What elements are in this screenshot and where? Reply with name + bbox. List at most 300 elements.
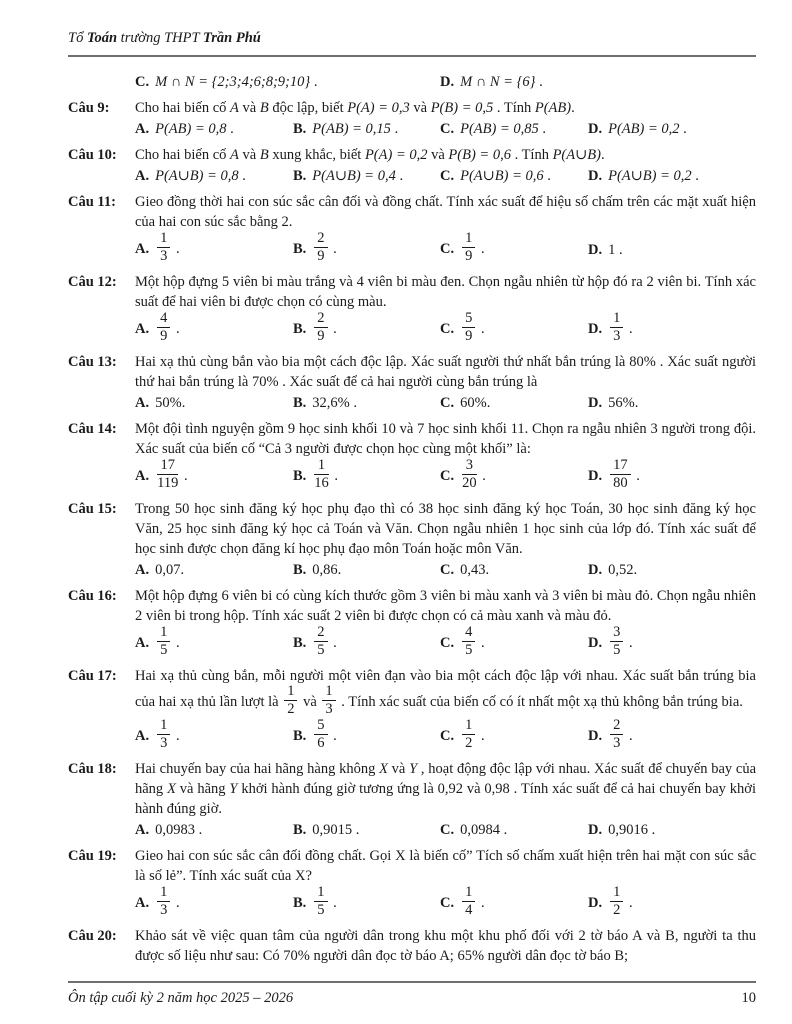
option: [135, 166, 293, 186]
fraction: $\frac{1}{2}$: [460, 718, 477, 751]
option-value: [155, 395, 185, 411]
text-run: X: [379, 761, 388, 777]
page-header: [68, 28, 756, 48]
option: [293, 310, 440, 346]
text-run: .: [330, 467, 339, 484]
text-run: M ∩ N = {2;3;4;6;8;9;10}: [155, 74, 311, 90]
option-value: [460, 457, 486, 491]
option: [135, 393, 293, 413]
text-run: Gieo hai con súc sắc cân đối đồng chất. Gọi X là biến cố” Tích số chấm xuất hiện trên hai mặt con súc sắc là số lẻ”. Tính xác suất của X?: [135, 848, 756, 884]
option: [293, 393, 440, 413]
option: [440, 717, 588, 753]
text-run: Khảo sát về việc quan tâm của người dân trong khu một khu phố đối với 2 tờ báo A và B, người ta thu được số liệu như sau: Có 70% người dân đọc tờ báo A; 65% người dân đọc tờ báo B;: [135, 928, 756, 964]
page-number: 10: [741, 990, 756, 1006]
answer-options: [135, 624, 756, 660]
option-label: C.: [440, 240, 455, 257]
text-run: 1 .: [608, 241, 623, 258]
option-value: [608, 884, 633, 918]
text-run: .: [625, 894, 633, 911]
option-label: B.: [293, 727, 307, 744]
text-run: 0,86.: [312, 562, 342, 578]
text-run: Y: [409, 761, 418, 777]
question-stem: [135, 926, 756, 966]
option: [440, 624, 588, 660]
answer-options: [135, 119, 756, 139]
option: [135, 72, 440, 92]
option: [293, 820, 440, 840]
text-run: và: [299, 693, 321, 710]
option-value: [155, 822, 202, 838]
question: [68, 759, 756, 841]
option-value: [312, 230, 337, 264]
option-label: A.: [135, 121, 150, 137]
text-run: Y: [229, 781, 238, 797]
text-run: X: [167, 781, 176, 797]
option-value: [608, 562, 637, 578]
text-run: xung khắc, biết: [268, 147, 365, 163]
text-run: Hai xạ thủ cùng bắn, mỗi người một viên đạn vào bia một cách độc lập với nhau. Xác suất bắn trúng bia của hai xạ thủ lần lượt là: [135, 668, 756, 710]
option: [440, 119, 588, 139]
question-stem: [135, 499, 756, 559]
option-label: A.: [135, 168, 150, 184]
text-run: Hai chuyến bay của hai hãng hàng không: [135, 761, 380, 777]
answer-options: [135, 166, 756, 186]
text-run: P(AB) = 0,8: [155, 121, 227, 137]
text-run: .: [329, 240, 337, 257]
text-run: B: [259, 147, 269, 163]
text-run: 0,0983 .: [155, 822, 203, 838]
question-number: Câu 15:: [68, 501, 117, 517]
fraction: $\frac{1}{3}$: [608, 311, 625, 344]
text-run: độc lập, biết: [268, 100, 348, 116]
option: [440, 72, 756, 92]
text-run: P(A) = 0,3: [347, 100, 410, 116]
question-stem: [135, 586, 756, 626]
text-run: .: [477, 727, 485, 744]
text-run: . Tính: [510, 147, 553, 163]
text-run: .: [543, 168, 551, 184]
fraction: $\frac{1}{3}$: [320, 684, 337, 717]
question-number: Câu 12:: [68, 274, 117, 290]
option: [440, 166, 588, 186]
text-run: Một hộp đựng 6 viên bi có cùng kích thước gồm 3 viên bi màu xanh và 3 viên bi màu đỏ. Chọn ngẫu nhiên 2 viên bi trong hộp. Tính xác suất 2 viên bi được chọn có cả màu xanh và màu đỏ.: [135, 588, 756, 624]
option-value: [312, 624, 337, 658]
option: [293, 624, 440, 660]
text-run: .: [477, 240, 485, 257]
option-value: [155, 74, 317, 90]
option: [588, 310, 756, 346]
answer-options: [135, 820, 756, 840]
option-value: [155, 562, 184, 578]
text-run: , hoạt động độc lập với nhau. Xác suất để chuyến bay của hãng: [135, 761, 757, 797]
text-run: P(AB): [534, 100, 572, 116]
option-value: [312, 562, 341, 578]
fraction: $\frac{1}{5}$: [155, 625, 172, 658]
question: [68, 419, 756, 494]
text-run: 0,52.: [608, 562, 638, 578]
option-value: [608, 624, 633, 658]
fraction: $\frac{1}{2}$: [608, 885, 625, 918]
answer-options: [135, 393, 756, 413]
option-label: D.: [588, 241, 603, 258]
option-label: A.: [135, 467, 150, 484]
option-label: C.: [440, 634, 455, 651]
option-value: [608, 717, 633, 751]
option-label: D.: [588, 562, 603, 578]
question-stem: [135, 352, 756, 392]
option: [440, 820, 588, 840]
option-label: B.: [293, 121, 307, 137]
option-value: [460, 310, 485, 344]
text-run: .: [691, 168, 699, 184]
option: [293, 119, 440, 139]
option: [135, 560, 293, 580]
option: [293, 717, 440, 753]
option-value: [155, 457, 188, 491]
text-run: trường THPT: [117, 30, 203, 46]
question-number: Câu 20:: [68, 928, 117, 944]
option-label: A.: [135, 240, 150, 257]
option-label: B.: [293, 395, 307, 411]
text-run: .: [538, 121, 546, 137]
fraction: $\frac{1}{16}$: [314, 457, 329, 491]
fraction: $\frac{3}{5}$: [608, 625, 625, 658]
answer-options: [135, 230, 756, 266]
option-value: [312, 310, 337, 344]
text-run: .: [172, 240, 180, 257]
text-run: B: [259, 100, 269, 116]
option-label: C.: [440, 467, 455, 484]
text-run: .: [172, 320, 180, 337]
fraction: $\frac{17}{119}$: [157, 457, 179, 491]
text-run: .: [535, 74, 543, 90]
option: [293, 166, 440, 186]
fraction: $\frac{2}{3}$: [608, 718, 625, 751]
option-value: [312, 457, 339, 491]
fraction: $\frac{1}{4}$: [460, 885, 477, 918]
answer-options: [135, 457, 756, 493]
text-run: .: [632, 467, 640, 484]
fraction: $\frac{2}{5}$: [312, 625, 329, 658]
question-number: Câu 14:: [68, 421, 117, 437]
question: [68, 272, 756, 347]
text-run: A: [230, 100, 239, 116]
question-number: Câu 11:: [68, 194, 116, 210]
page-footer: [68, 981, 756, 1008]
question: [68, 192, 756, 267]
text-run: Trần Phú: [202, 30, 261, 46]
option-label: C.: [440, 822, 455, 838]
answer-options: [135, 560, 756, 580]
option-label: A.: [135, 562, 150, 578]
option: [135, 717, 293, 753]
option-label: D.: [588, 467, 603, 484]
text-run: P(AB) = 0,15: [312, 121, 391, 137]
fraction: $\frac{4}{9}$: [155, 311, 172, 344]
text-run: A: [230, 147, 239, 163]
option-value: [608, 822, 655, 838]
question-stem: [135, 759, 756, 819]
question-number: Câu 10:: [68, 147, 117, 163]
question-stem: [135, 666, 756, 719]
text-run: .: [477, 320, 485, 337]
footer-title: Ôn tập cuối kỳ 2 năm học 2025 – 2026: [68, 990, 294, 1006]
option-label: D.: [588, 395, 603, 411]
text-run: Gieo đồng thời hai con súc sắc cân đối và đồng chất. Tính xác suất để hiệu số chấm trên các mặt xuất hiện của hai con súc sắc bằng 2.: [135, 194, 756, 230]
text-run: và: [387, 761, 410, 777]
text-run: 60%.: [460, 395, 491, 411]
answer-options: [135, 884, 756, 920]
option: [440, 230, 588, 266]
option: [440, 884, 588, 920]
text-run: .: [625, 727, 633, 744]
option-value: [155, 168, 246, 184]
text-run: 0,9015 .: [312, 822, 360, 838]
option-value: [460, 121, 546, 137]
option-value: [155, 717, 180, 751]
option: [135, 119, 293, 139]
option-value: [312, 168, 403, 184]
option-value: [608, 310, 633, 344]
text-run: P(B) = 0,6: [448, 147, 511, 163]
option: [440, 310, 588, 346]
option: [588, 166, 756, 186]
option-label: C.: [440, 395, 455, 411]
option-label: A.: [135, 727, 150, 744]
text-run: .: [329, 727, 337, 744]
text-run: và: [409, 100, 431, 116]
question-stem: [135, 145, 756, 165]
text-run: .: [477, 894, 485, 911]
option-value: [460, 717, 485, 751]
text-run: P(A∪B): [552, 147, 601, 163]
text-run: P(AB) = 0,2: [608, 121, 680, 137]
fraction: $\frac{5}{6}$: [312, 718, 329, 751]
text-run: Tổ: [68, 30, 87, 46]
option: [293, 884, 440, 920]
question: [68, 352, 756, 414]
option-value: [608, 121, 687, 137]
text-run: và: [427, 147, 449, 163]
text-run: .: [625, 320, 633, 337]
option: [135, 624, 293, 660]
option-value: [460, 624, 485, 658]
option: [588, 119, 756, 139]
option: [135, 230, 293, 266]
text-run: .: [329, 634, 337, 651]
option-value: [608, 395, 638, 411]
option-label: D.: [588, 894, 603, 911]
text-run: .: [180, 467, 188, 484]
text-run: .: [329, 894, 337, 911]
question-number: Câu 9:: [68, 100, 110, 116]
text-run: .: [310, 74, 318, 90]
option-value: [312, 884, 337, 918]
option-value: [460, 884, 485, 918]
option-label: B.: [293, 168, 307, 184]
question-stem: [135, 272, 756, 312]
fraction: $\frac{1}{9}$: [460, 231, 477, 264]
option-label: C.: [440, 727, 455, 744]
text-run: .: [172, 894, 180, 911]
option-value: [460, 562, 489, 578]
option-label: A.: [135, 634, 150, 651]
text-run: khởi hành đúng giờ tương ứng là 0,92 và 0,98 . Tính xác suất để cả hai chuyến bay khởi hành đúng giờ.: [135, 781, 756, 817]
text-run: .: [679, 121, 687, 137]
question-number: Câu 19:: [68, 848, 117, 864]
option-value: [155, 230, 180, 264]
option-label: C.: [440, 320, 455, 337]
question: [68, 586, 756, 661]
option-value: [608, 242, 623, 258]
text-run: và hãng: [175, 781, 230, 797]
option-label: C.: [440, 562, 455, 578]
text-run: .: [172, 727, 180, 744]
text-run: P(A) = 0,2: [364, 147, 428, 163]
text-run: Một đội tình nguyện gồm 9 học sinh khối 10 và 7 học sinh khối 11. Chọn ra ngẫu nhiên 3 người trong đội. Xác suất của biến cố “Cả 3 người được chọn học cùng một khối” là:: [135, 421, 756, 457]
fraction: $\frac{1}{5}$: [312, 885, 329, 918]
text-run: và: [238, 100, 260, 116]
question: [68, 145, 756, 187]
text-run: .: [226, 121, 234, 137]
text-run: . Tính: [493, 100, 535, 116]
text-run: .: [625, 634, 633, 651]
option-value: [155, 884, 180, 918]
fraction: $\frac{1}{3}$: [155, 885, 172, 918]
option-label: B.: [293, 240, 307, 257]
option: [135, 820, 293, 840]
fraction: $\frac{17}{80}$: [608, 458, 633, 491]
option-value: [460, 822, 507, 838]
text-run: .: [395, 168, 404, 184]
option: [588, 240, 756, 260]
option-value: [155, 624, 180, 658]
question: [68, 846, 756, 921]
option: [293, 230, 440, 266]
option-value: [312, 395, 357, 411]
text-run: Cho hai biến cố: [135, 100, 231, 116]
text-run: và: [238, 147, 260, 163]
option-label: D.: [588, 320, 603, 337]
text-run: 0,07.: [155, 562, 185, 578]
fraction: $\frac{1}{2}$: [282, 684, 299, 717]
text-run: Trong 50 học sinh đăng ký học phụ đạo thì có 38 học sinh đăng ký học Toán, 30 học sinh đăng ký học Văn, 25 học sinh đăng ký học cả Toán và Văn. Chọn ngẫu nhiên 1 học sinh của lớp đó. Tính xác suất để học sinh được chọn đăng kí học phụ đạo môn Toán hoặc môn Văn.: [135, 501, 756, 557]
option-value: [460, 230, 485, 264]
answer-options: [135, 310, 756, 346]
option-value: [155, 310, 180, 344]
option-value: [460, 168, 551, 184]
question-number: [68, 71, 135, 93]
question: [68, 499, 756, 581]
option: [293, 560, 440, 580]
text-run: .: [600, 147, 605, 163]
option-label: A.: [135, 395, 150, 411]
option-label: B.: [293, 467, 307, 484]
option-value: [312, 121, 398, 137]
question-number: Câu 13:: [68, 354, 117, 370]
text-run: 0,9016 .: [608, 822, 656, 838]
question: [68, 98, 756, 140]
option-label: D.: [588, 121, 603, 137]
option-value: [460, 395, 490, 411]
option: [440, 393, 588, 413]
option-label: D.: [588, 822, 603, 838]
option: [588, 624, 756, 660]
text-run: 56%.: [608, 395, 639, 411]
option-label: D.: [588, 634, 603, 651]
text-run: P(A∪B) = 0,2: [608, 168, 692, 184]
option-label: B.: [293, 894, 307, 911]
option-label: A.: [135, 320, 150, 337]
option: [293, 457, 440, 493]
option-label: C.: [440, 894, 455, 911]
footer-rule: [68, 981, 756, 983]
text-run: Toán: [86, 30, 118, 46]
text-run: 0,43.: [460, 562, 490, 578]
option: [588, 457, 756, 493]
text-run: .: [478, 467, 486, 484]
text-run: Một hộp đựng 5 viên bi màu trắng và 4 viên bi màu đen. Chọn ngẫu nhiên từ hộp đó ra 2 viên bi. Tính xác suất để hai viên bi được chọn có cùng màu.: [135, 274, 756, 310]
fraction: $\frac{1}{3}$: [155, 231, 172, 264]
text-run: .: [390, 121, 399, 137]
option: [135, 310, 293, 346]
text-run: M ∩ N = {6}: [460, 74, 536, 90]
option-value: [608, 457, 640, 491]
text-run: P(A∪B) = 0,4: [312, 168, 396, 184]
fraction: $\frac{3}{20}$: [462, 457, 477, 491]
text-run: P(AB) = 0,85: [460, 121, 539, 137]
fraction: $\frac{4}{5}$: [460, 625, 477, 658]
question-number: Câu 18:: [68, 761, 117, 777]
text-run: .: [172, 634, 180, 651]
option: [588, 393, 756, 413]
option: [135, 457, 293, 493]
option: [588, 884, 756, 920]
option: [440, 457, 588, 493]
option-value: [155, 121, 234, 137]
option-label: C.: [440, 121, 455, 137]
question-number: Câu 17:: [68, 668, 117, 684]
question-stem: [135, 419, 756, 459]
option: [588, 717, 756, 753]
fraction: $\frac{2}{9}$: [312, 311, 329, 344]
fraction: $\frac{5}{9}$: [460, 311, 477, 344]
text-run: Hai xạ thủ cùng bắn vào bia một cách độc lập. Xác suất người thứ nhất bắn trúng là 80% . Xác suất người thứ hai bắn trúng là 70% . Xác suất để cả hai người cùng bắn trúng là: [135, 354, 756, 390]
question-continuation: [68, 71, 756, 93]
option-label: C.: [440, 168, 455, 184]
header-title: [68, 30, 261, 46]
answer-options: [135, 72, 756, 92]
option: [135, 884, 293, 920]
option-label: D.: [588, 727, 603, 744]
question-stem: [135, 846, 756, 886]
option-value: [460, 74, 543, 90]
option-value: [608, 168, 699, 184]
text-run: .: [329, 320, 337, 337]
text-run: P(B) = 0,5: [430, 100, 494, 116]
option: [588, 820, 756, 840]
answer-options: [135, 717, 756, 753]
option-label: B.: [293, 634, 307, 651]
text-run: 50%.: [155, 395, 186, 411]
option-value: [312, 822, 359, 838]
option-value: [312, 717, 337, 751]
option-label: D.: [588, 168, 603, 184]
fraction: $\frac{2}{9}$: [312, 231, 329, 264]
option-label: A.: [135, 894, 150, 911]
question-number: Câu 16:: [68, 588, 117, 604]
text-run: . Tính xác suất của biến cố có ít nhất một xạ thủ không bắn trúng bia.: [337, 693, 743, 710]
